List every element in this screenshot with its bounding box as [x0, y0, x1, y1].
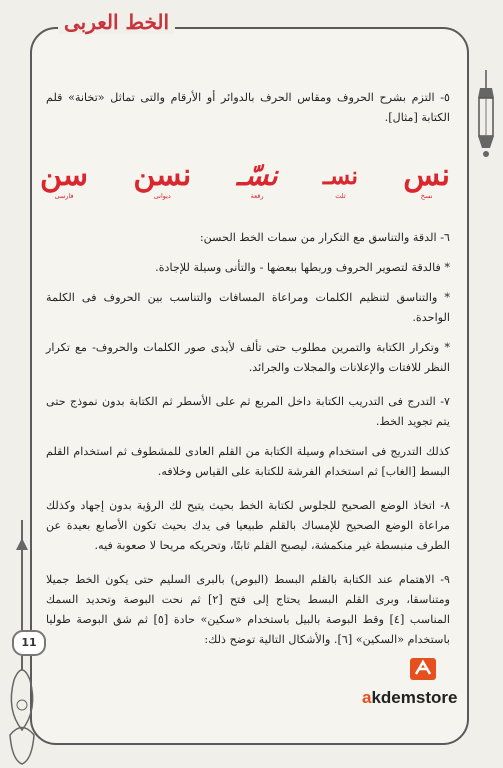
paragraph-5: ٥- التزم بشرح الحروف ومقاس الحرف بالدوائر أو الأرقام والتى تماثل «تخانة» قلم الكتابة [مثال]. [46, 91, 450, 124]
sample-caption: نسخ [420, 192, 433, 200]
paragraph-7: ٧- التدرج فى التدريب الكتابة داخل المربع ثم على الأسطر ثم الكتابة بدون نموذج حتى يتم تجويد الخط. [46, 395, 450, 428]
book-title: الخط العربى [58, 10, 175, 34]
calligraphy-sample [323, 160, 358, 200]
page-body-continued [46, 228, 450, 660]
sample-glyph: نسن [133, 158, 192, 193]
paragraph-9: ٩- الاهتمام عند الكتابة بالقلم البسط (البوص) بالبرى السليم حتى يكون الخط جميلا ومتناسقا، وبرى القلم البسط يحتاج إلى فتح [٢] ثم نحت البوصة وتحديد السمك المناسب [٤] وقط البوصة بالبيل باستخدام «سكين» حادة [٥] ثم شق البوصة طوليا باستخدام «السكين» [٦]. والأشكال التالية توضح ذلك: [46, 573, 450, 646]
paragraph-6c: * وتكرار الكتابة والتمرين مطلوب حتى تألف لأيدى صور الكلمات والحروف- مع تكرار النظر للافتات والإعلانات والمجلات والجرائد. [46, 341, 450, 374]
sample-glyph: نسـ [322, 161, 359, 190]
lantern-ornament-icon [474, 70, 498, 165]
calligraphy-sample [133, 160, 191, 200]
page-number: 11 [12, 630, 46, 656]
paragraph-7a: كذلك التدريج فى استخدام وسيلة الكتابة من القلم العادى للمشطوف ثم استخدام القلم البسط [الغاب] ثم استخدام الفرشة للكتابة على القياس وخلافه. [46, 445, 450, 478]
store-logo-text [362, 688, 457, 708]
store-logo [362, 654, 482, 714]
sample-caption: ديوانى [153, 192, 171, 200]
sample-glyph: سن [40, 158, 88, 193]
paragraph-8: ٨- اتخاذ الوضع الصحيح للجلوس لكتابة الخط بحيث يتيح لك الرؤية بدون إجهاد وكذلك مراعاة الوضع الصحيح للإمساك بالقلم طبيعيا فى يدك بحيث تكون الأصابع بعيدة عن الطرف منبسطة غير منكمشة، ليصبح القلم ثابتًا، وتحريكه مريحا لا صعوبة فيه. [46, 499, 450, 552]
sample-caption: ثلث [335, 192, 346, 200]
book-logo-icon [408, 654, 438, 684]
page-body [46, 88, 450, 138]
calligraphy-sample [237, 160, 278, 200]
calligraphy-sample [40, 160, 88, 200]
paragraph-6b: * والتناسق لتنظيم الكلمات ومراعاة المسافات والتناسب بين الحروف فى الكلمة الواحدة. [46, 291, 450, 324]
sample-caption: رقعة [250, 192, 264, 200]
paragraph-6a: * فالدقة لتصوير الحروف وربطها ببعضها - والتأنى وسيلة للإجادة. [155, 261, 450, 274]
sample-glyph: نس [403, 158, 450, 193]
logo-wordmark: kdemstore [371, 688, 458, 707]
calligraphy-samples [40, 140, 450, 200]
calligraphy-sample [403, 160, 450, 200]
paragraph-6: ٦- الدقة والتناسق مع التكرار من سمات الخط الحسن: [199, 231, 450, 244]
sample-glyph: نسّـ [236, 159, 278, 192]
logo-letter-a: a [362, 688, 372, 707]
sample-caption: فارسى [54, 192, 74, 200]
